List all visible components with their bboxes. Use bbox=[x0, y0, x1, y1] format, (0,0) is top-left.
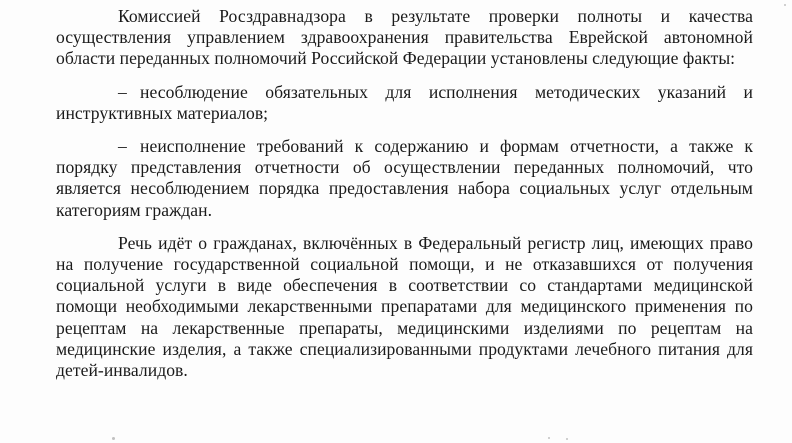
scan-speck bbox=[548, 437, 550, 439]
scan-speck bbox=[566, 438, 568, 440]
paragraph-explanation: Речь идёт о гражданах, включённых в Федеральный регистр лиц, имеющих право на получение государственной социальной помощи, и не отказавшихся от получения социальной услуги в виде обеспечения в соответствии со стандартами медицинской помощи необходимыми лекарственными препаратами для медицинского применения по рецептам на лекарственные препараты, медицинскими изделиями по рецептам на медицинские изделия, а также специализированными продуктами лечебного питания для детей-инвалидов. bbox=[56, 232, 753, 381]
list-dash-marker: – bbox=[118, 136, 127, 157]
scan-speck bbox=[784, 4, 786, 6]
document-body bbox=[56, 6, 753, 393]
paragraph-fact-2 bbox=[56, 136, 753, 221]
paragraph-intro: Комиссией Росздравнадзора в результате проверки полноты и качества осуществления управлением здравоохранения правительства Еврейской автономной области переданных полномочий Российской Федерации установлены следующие факты: bbox=[56, 6, 753, 69]
scan-speck bbox=[112, 437, 115, 440]
fact-1-text: несоблюдение обязательных для исполнения методических указаний и инструктивных материалов; bbox=[56, 81, 753, 123]
list-dash-marker: – bbox=[118, 81, 127, 102]
paragraph-fact-1 bbox=[56, 82, 753, 124]
fact-2-text: неисполнение требований к содержанию и формам отчетности, а также к порядку представления отчетности об осуществлении переданных полномочий, что является несоблюдением порядка предоставления набора социальных услуг отдельным категориям граждан. bbox=[56, 136, 753, 220]
